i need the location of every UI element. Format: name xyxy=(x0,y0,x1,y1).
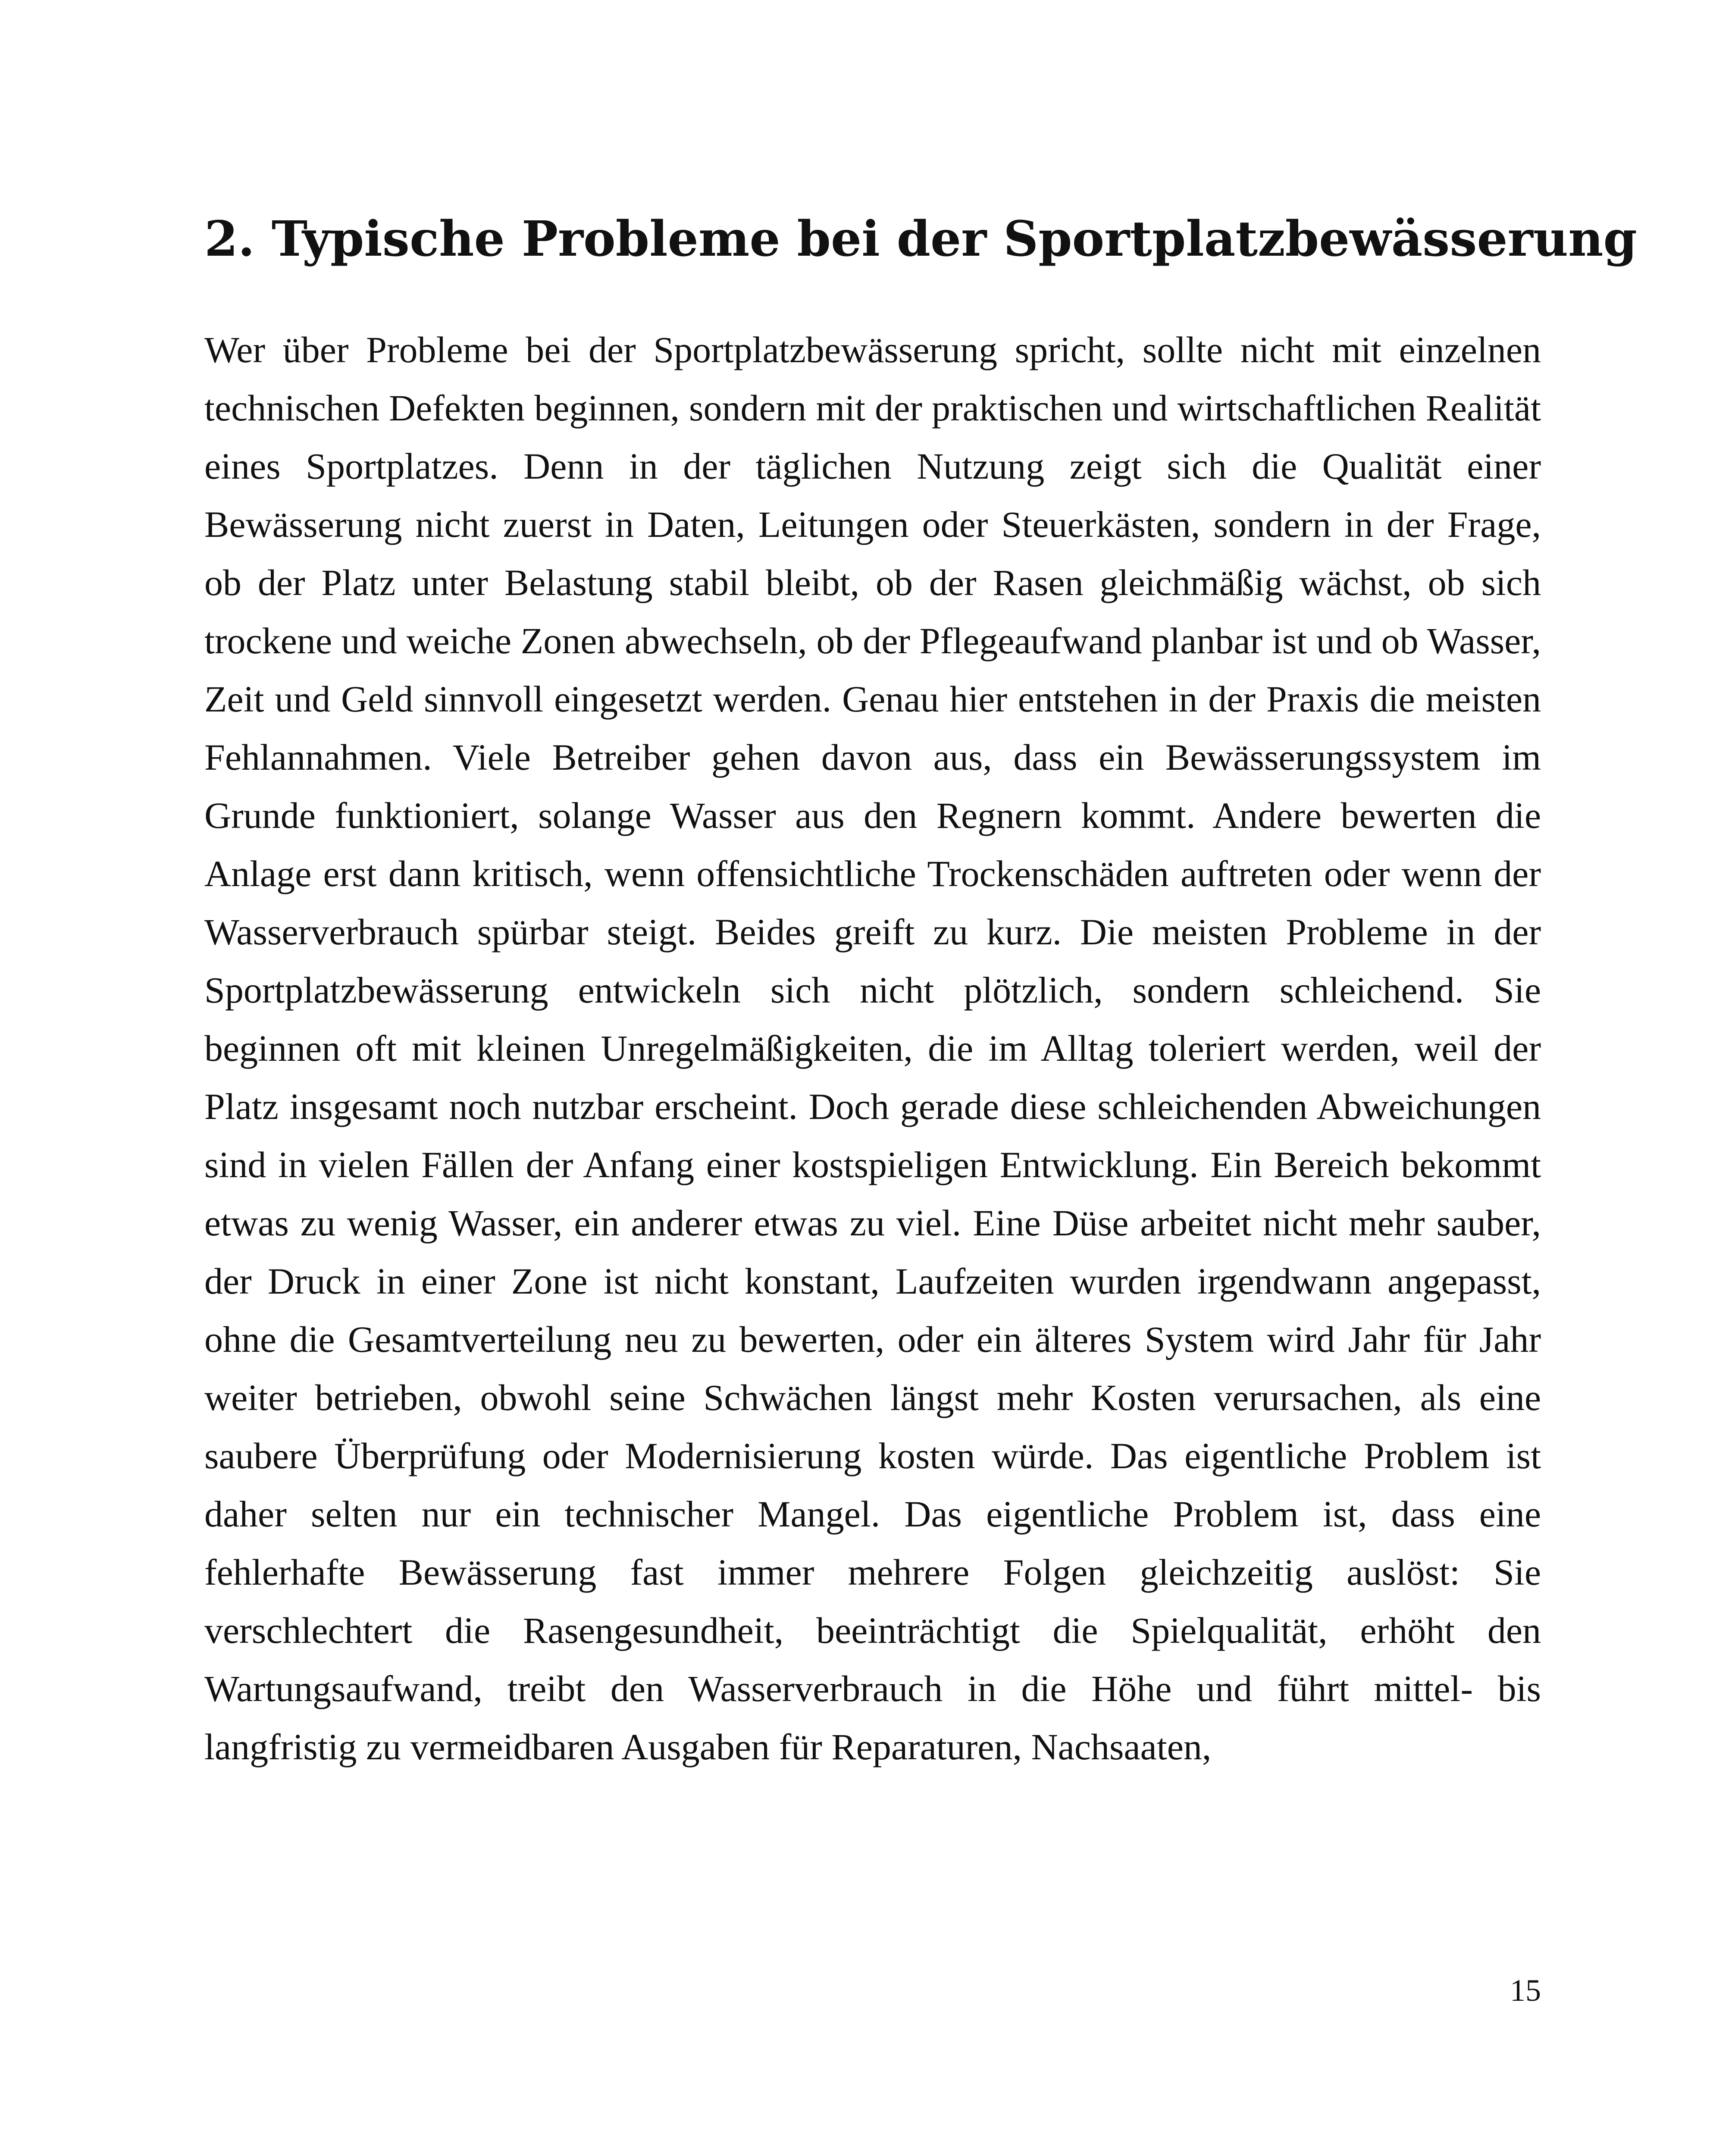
page-number: 15 xyxy=(1510,1973,1541,2008)
section-heading: 2. Typische Probleme bei der Sportplatzbewässerung xyxy=(204,211,1637,267)
body-paragraph: Wer über Probleme bei der Sportplatzbewässerung spricht, sollte nicht mit einzelnen technischen Defekten beginnen, sondern mit der praktischen und wirtschaftlichen Realität eines Sportplatzes. Denn in der täglichen Nutzung zeigt sich die Qualität einer Bewässerung nicht zuerst in Daten, Leitungen oder Steuerkästen, sondern in der Frage, ob der Platz unter Belastung stabil bleibt, ob der Rasen gleichmäßig wächst, ob sich trockene und weiche Zonen abwechseln, ob der Pflegeaufwand planbar ist und ob Wasser, Zeit und Geld sinnvoll eingesetzt werden. Genau hier entstehen in der Praxis die meisten Fehlannahmen. Viele Betreiber gehen davon aus, dass ein Bewässerungssystem im Grunde funktioniert, solange Wasser aus den Regnern kommt. Andere bewerten die Anlage erst dann kritisch, wenn offensichtliche Trockenschäden auftreten oder wenn der Wasserverbrauch spürbar steigt. Beides greift zu kurz. Die meisten Probleme in der Sportplatzbewässerung entwickeln sich nicht plötzlich, sondern schleichend. Sie beginnen oft mit kleinen Unregelmäßigkeiten, die im Alltag toleriert werden, weil der Platz insgesamt noch nutzbar erscheint. Doch gerade diese schleichenden Abweichungen sind in vielen Fällen der Anfang einer kostspieligen Entwicklung. Ein Bereich bekommt etwas zu wenig Wasser, ein anderer etwas zu viel. Eine Düse arbeitet nicht mehr sauber, der Druck in einer Zone ist nicht konstant, Laufzeiten wurden irgendwann angepasst, ohne die Gesamtverteilung neu zu bewerten, oder ein älteres System wird Jahr für Jahr weiter betrieben, obwohl seine Schwächen längst mehr Kosten verursachen, als eine saubere Überprüfung oder Modernisierung kosten würde. Das eigentliche Problem ist daher selten nur ein technischer Mangel. Das eigentliche Problem ist, dass eine fehlerhafte Bewässerung fast immer mehrere Folgen gleichzeitig auslöst: Sie verschlechtert die Rasengesundheit, beeinträchtigt die Spielqualität, erhöht den Wartungsaufwand, treibt den Wasserverbrauch in die Höhe und führt mittel- bis langfristig zu vermeidbaren Ausgaben für Reparaturen, Nachsaaten, xyxy=(204,329,1541,1767)
